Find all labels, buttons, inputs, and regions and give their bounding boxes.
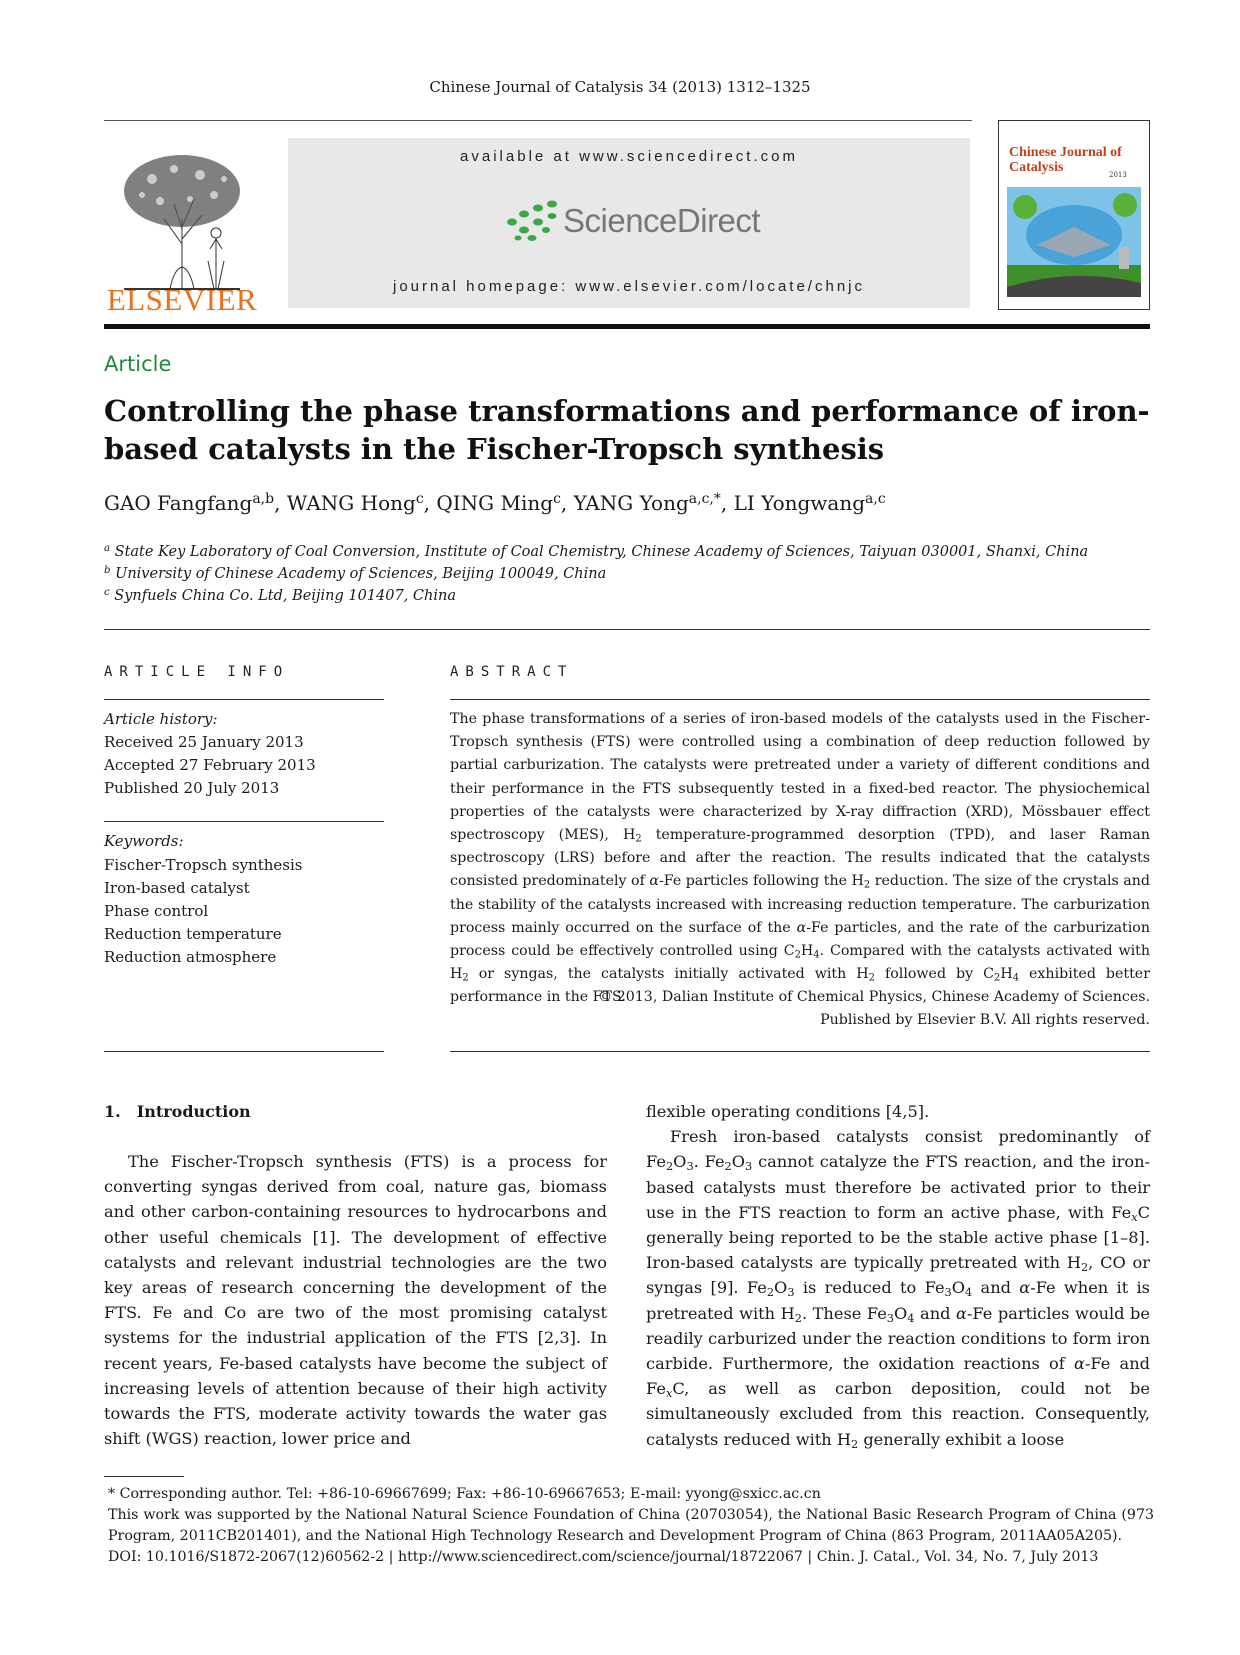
cover-year: 2013 [1109, 171, 1127, 179]
article-title: Controlling the phase transformations and performance of iron-based catalysts in the Fischer-Tropsch synthesis [104, 394, 1150, 466]
elsevier-wordmark: ELSEVIER [106, 282, 258, 317]
journal-homepage-text: journal homepage: www.elsevier.com/locate/chnjc [392, 278, 865, 295]
funding-note: This work was supported by the National Natural Science Foundation of China (20703054), the National Basic Research Program of China (973 Program, 2011CB201401), and the National High Technology Research and Development Program of China (863 Program, 2011AA05A205). [108, 1507, 1154, 1544]
journal-cover [998, 120, 1150, 310]
journal-reference: Chinese Journal of Catalysis 34 (2013) 1312–1325 [429, 78, 811, 96]
info-rule [104, 699, 384, 700]
corresponding-author-note: * Corresponding author. Tel: +86-10-69667699; Fax: +86-10-69667653; E-mail: yyong@sxicc.ac.cn [108, 1486, 821, 1502]
header-thick-rule [104, 324, 1150, 329]
section-rule [104, 629, 1150, 630]
introduction-heading: 1. Introduction [104, 1102, 251, 1121]
doi-line: DOI: 10.1016/S1872-2067(12)60562-2 | http://www.sciencedirect.com/science/journal/18722067 | Chin. J. Catal., Vol. 34, No. 7, July 2013 [108, 1549, 1099, 1565]
article-info-heading: ARTICLE INFO [104, 664, 290, 680]
keyword: Reduction temperature [104, 925, 282, 943]
published-date: Published 20 July 2013 [104, 779, 280, 797]
info-rule [104, 1051, 384, 1052]
author: GAO Fangfang$^{a,b}$, [104, 491, 287, 515]
cover-illustration [1007, 187, 1141, 297]
copyright-line: © 2013, Dalian Institute of Chemical Physics, Chinese Academy of Sciences. [598, 989, 1150, 1005]
accepted-date: Accepted 27 February 2013 [104, 756, 316, 774]
author: QING Ming$^c$, [436, 491, 574, 515]
article-type-label: Article [104, 352, 172, 376]
cover-title: Chinese Journal of Catalysis [1009, 145, 1122, 175]
intro-column-right [646, 1099, 1150, 1452]
author: YANG Yong$^{a,c,*}$, [573, 491, 734, 515]
abstract-rule [450, 699, 1150, 700]
author: LI Yongwang$^{a,c}$ [733, 491, 886, 515]
author: WANG Hong$^c$, [286, 491, 437, 515]
affiliation: $^b$ University of Chinese Academy of Sciences, Beijing 100049, China [104, 564, 607, 582]
abstract-rule [450, 1051, 1150, 1052]
sciencedirect-wordmark: ScienceDirect [563, 202, 761, 239]
received-date: Received 25 January 2013 [104, 733, 304, 751]
abstract-text: The phase transformations of a series of iron-based models of the catalysts used in the Fischer-Tropsch synthesis (FTS) were controlled using a combination of deep reduction followed by partial carburization. The catalysts were pretreated under a variety of different conditions and their performance in the FTS subsequently tested in a fixed-bed reactor. The physiochemical properties of the catalysts were characterized by X-ray diffraction (XRD), Mössbauer effect spectroscopy (MES), $H_2$ temperature-programmed desorption (TPD), and laser Raman spectroscopy (LRS) before and after the reaction. The results indicated that the catalysts consisted predominately of α-Fe particles following the $H_2$ reduction. The size of the crystals and the stability of the catalysts increased with increasing reduction temperature. The carburization process mainly occurred on the surface of the α-Fe particles, and the rate of the carburization process could be effectively controlled using $C_2H_4$. Compared with the catalysts activated with $H_2$ or syngas, the catalysts initially activated with $H_2$ followed by $C_2H_4$ exhibited better performance in the FTS. [450, 711, 1150, 1006]
sciencedirect-banner [288, 138, 970, 308]
footnote-rule [104, 1476, 184, 1477]
available-at-text: available at www.sciencedirect.com [460, 148, 798, 165]
history-label: Article history: [104, 710, 218, 728]
author-list [104, 491, 1150, 515]
keyword: Reduction atmosphere [104, 948, 277, 966]
keyword: Fischer-Tropsch synthesis [104, 856, 303, 874]
header-rule [104, 120, 972, 121]
affiliation: $^c$ Synfuels China Co. Ltd, Beijing 101407, China [104, 586, 456, 604]
intro-column-left: The Fischer-Tropsch synthesis (FTS) is a process for converting syngas derived from coal, nature gas, biomass and other carbon-containing resources to hydrocarbons and other useful chemicals [1]. The development of effective catalysts and relevant industrial technologies are the two key areas of research concerning the development of the FTS. Fe and Co are two of the most promising catalyst systems for the industrial application of the FTS [2,3]. In recent years, Fe-based catalysts have become the subject of increasing levels of attention because of their high activity towards the FTS, moderate activity towards the water gas shift (WGS) reaction, lower price and [104, 1152, 607, 1449]
abstract-heading: ABSTRACT [450, 664, 574, 680]
rights-line: Published by Elsevier B.V. All rights reserved. [820, 1012, 1150, 1028]
keyword: Iron-based catalyst [104, 879, 250, 897]
intro-paragraph: Fresh iron-based catalysts consist predominantly of $Fe_2O_3$. $Fe_2O_3$ cannot catalyze the FTS reaction, and the iron-based catalysts must therefore be activated prior to their use in the FTS reaction to form an active phase, with $Fe_xC$ generally being reported to be the stable active phase [1–8]. Iron-based catalysts are typically pretreated with $H_2$, CO or syngas [9]. $Fe_2O_3$ is reduced to $Fe_3O_4$ and α-Fe when it is pretreated with $H_2$. These $Fe_3O_4$ and α-Fe particles would be readily carburized under the reaction conditions to form iron carbide. Furthermore, the oxidation reactions of α-Fe and $Fe_xC$, as well as carbon deposition, could not be simultaneously excluded from this reaction. Consequently, catalysts reduced with $H_2$ generally exhibit a loose [646, 1127, 1150, 1451]
keywords-label: Keywords: [104, 832, 184, 850]
intro-paragraph: flexible operating conditions [4,5]. [646, 1102, 930, 1121]
info-rule [104, 821, 384, 822]
affiliation: $^a$ State Key Laboratory of Coal Conversion, Institute of Coal Chemistry, Chinese Academy of Sciences, Taiyuan 030001, Shanxi, China [104, 542, 1089, 560]
keyword: Phase control [104, 902, 209, 920]
